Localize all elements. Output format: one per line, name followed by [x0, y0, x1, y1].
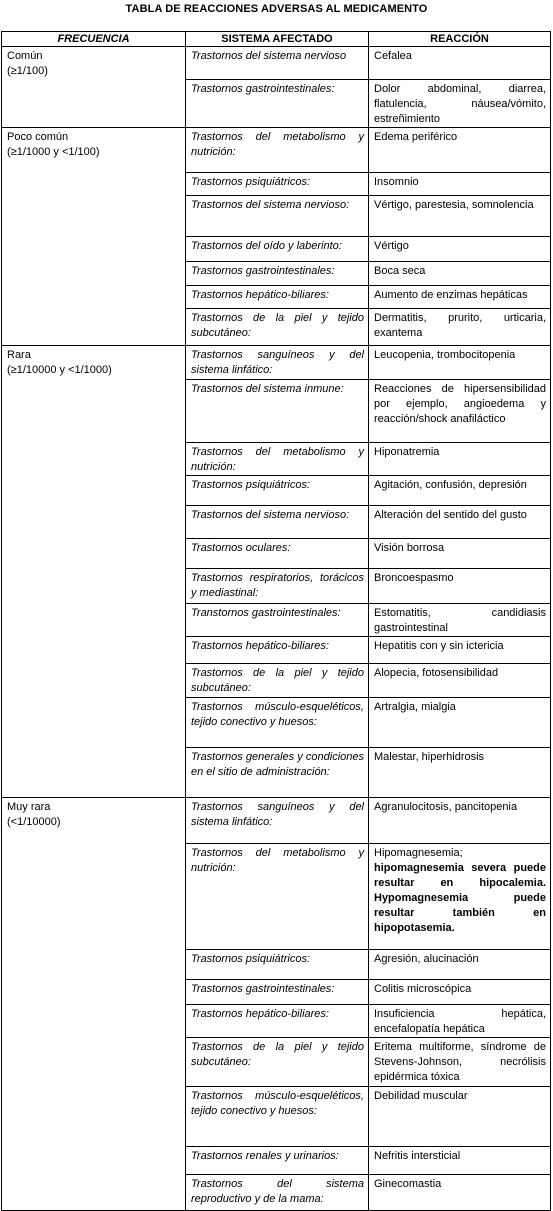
frequency-cell: [2, 236, 186, 261]
system-cell: Trastornos del metabolismo y nutrición:: [186, 127, 369, 172]
table-row: [2, 568, 551, 603]
reaction-cell: Nefritis intersticial: [369, 1146, 551, 1174]
system-cell: Trastornos sanguíneos y del sistema linfático:: [186, 345, 369, 379]
system-cell: Trastornos generales y condiciones en el sitio de administración:: [186, 747, 369, 797]
header-system: SISTEMA AFECTADO: [186, 32, 369, 47]
table-row: [2, 603, 551, 636]
table-row: [2, 797, 551, 843]
table-body: [2, 47, 551, 1211]
system-cell: Trastornos gastrointestinales:: [186, 261, 369, 285]
frequency-cell: [2, 1086, 186, 1146]
reaction-cell: Vértigo: [369, 236, 551, 261]
frequency-cell: Común (≥1/100): [2, 47, 186, 80]
frequency-cell: [2, 285, 186, 308]
system-cell: Trastornos del metabolismo y nutrición:: [186, 843, 369, 949]
frequency-cell: [2, 308, 186, 345]
table-row: [2, 345, 551, 379]
reaction-cell: Hiponatremia: [369, 442, 551, 475]
reaction-cell: Dermatitis, prurito, urticaria, exantema: [369, 308, 551, 345]
frequency-cell: [2, 568, 186, 603]
system-cell: Trastornos psiquiátricos:: [186, 949, 369, 979]
reaction-cell: Estomatitis, candidiasis gastrointestinal: [369, 603, 551, 636]
system-cell: Trastornos gastrointestinales:: [186, 79, 369, 127]
system-cell: Trastornos respiratorios, torácicos y mediastinal:: [186, 568, 369, 603]
reaction-cell: Vértigo, parestesia, somnolencia: [369, 195, 551, 236]
frequency-cell: [2, 603, 186, 636]
system-cell: Trastornos del sistema nervioso: [186, 47, 369, 80]
frequency-cell: Rara (≥1/10000 y <1/1000): [2, 345, 186, 379]
reaction-cell: Insuficiencia hepática, encefalopatía hepática: [369, 1004, 551, 1037]
reaction-cell: Colitis microscópica: [369, 979, 551, 1004]
reaction-cell: Reacciones de hipersensibilidad por ejemplo, angioedema y reacción/shock anafiláctico: [369, 379, 551, 442]
system-cell: Trastornos de la piel y tejido subcutáneo:: [186, 308, 369, 345]
table-row: [2, 127, 551, 172]
frequency-cell: [2, 195, 186, 236]
table-row: [2, 379, 551, 442]
system-cell: Trastornos hepático-biliares:: [186, 636, 369, 663]
reaction-cell: Eritema multiforme, síndrome de Stevens-Johnson, necrólisis epidérmica tóxica: [369, 1037, 551, 1086]
system-cell: Trastornos gastrointestinales:: [186, 979, 369, 1004]
frequency-cell: [2, 1037, 186, 1086]
table-row: [2, 195, 551, 236]
header-reaction: REACCIÓN: [369, 32, 551, 47]
table-row: [2, 843, 551, 949]
system-cell: Trastornos de la piel y tejido subcutáneo:: [186, 1037, 369, 1086]
table-row: [2, 747, 551, 797]
reaction-cell: Agranulocitosis, pancitopenia: [369, 797, 551, 843]
system-cell: Trastornos del sistema reproductivo y de la mama:: [186, 1174, 369, 1210]
table-row: [2, 172, 551, 195]
system-cell: Trastornos músculo-esqueléticos, tejido conectivo y huesos:: [186, 697, 369, 747]
frequency-cell: [2, 505, 186, 538]
reaction-cell: Dolor abdominal, diarrea, flatulencia, náusea/vómito, estreñimiento: [369, 79, 551, 127]
table-row: [2, 979, 551, 1004]
frequency-cell: [2, 949, 186, 979]
reaction-cell: Malestar, hiperhidrosis: [369, 747, 551, 797]
table-header: [2, 32, 551, 47]
table-row: [2, 538, 551, 568]
system-cell: Trastornos músculo-esqueléticos, tejido conectivo y huesos:: [186, 1086, 369, 1146]
table-row: [2, 505, 551, 538]
system-cell: Trastornos psiquiátricos:: [186, 172, 369, 195]
table-row: [2, 1146, 551, 1174]
frequency-cell: [2, 475, 186, 505]
reaction-cell: Ginecomastia: [369, 1174, 551, 1210]
frequency-cell: [2, 261, 186, 285]
frequency-cell: [2, 747, 186, 797]
system-cell: Trastornos del sistema nervioso:: [186, 505, 369, 538]
system-cell: Trastornos hepático-biliares:: [186, 1004, 369, 1037]
frequency-cell: [2, 663, 186, 697]
reaction-cell: Visión borrosa: [369, 538, 551, 568]
header-row: [2, 32, 551, 47]
frequency-cell: [2, 442, 186, 475]
reaction-cell: Hipomagnesemia; hipomagnesemia severa puede resultar en hipocalemia. Hypomagnesemia puede resultar también en hipopotasemia.: [369, 843, 551, 949]
reaction-cell: Debilidad muscular: [369, 1086, 551, 1146]
system-cell: Trastornos del sistema nervioso:: [186, 195, 369, 236]
table-title: TABLA DE REACCIONES ADVERSAS AL MEDICAMENTO: [125, 3, 428, 15]
system-cell: Trastornos oculares:: [186, 538, 369, 568]
frequency-cell: [2, 379, 186, 442]
reaction-cell: Agresión, alucinación: [369, 949, 551, 979]
reaction-cell: Leucopenia, trombocitopenia: [369, 345, 551, 379]
system-cell: Trastornos del sistema inmune:: [186, 379, 369, 442]
system-cell: Trastornos renales y urinarios:: [186, 1146, 369, 1174]
table-row: [2, 285, 551, 308]
system-cell: Trastornos del metabolismo y nutrición:: [186, 442, 369, 475]
table-row: [2, 236, 551, 261]
table-row: [2, 1174, 551, 1210]
system-cell: Transtornos gastrointestinales:: [186, 603, 369, 636]
reaction-cell: Edema periférico: [369, 127, 551, 172]
system-cell: Trastornos del oído y laberinto:: [186, 236, 369, 261]
frequency-cell: [2, 1174, 186, 1210]
frequency-cell: [2, 979, 186, 1004]
table-row: [2, 1004, 551, 1037]
frequency-cell: [2, 843, 186, 949]
system-cell: Trastornos sanguíneos y del sistema linfático:: [186, 797, 369, 843]
table-row: [2, 663, 551, 697]
frequency-cell: [2, 79, 186, 127]
frequency-cell: [2, 172, 186, 195]
system-cell: Trastornos de la piel y tejido subcutáneo:: [186, 663, 369, 697]
table-row: [2, 1086, 551, 1146]
reaction-cell: Alopecia, fotosensibilidad: [369, 663, 551, 697]
table-row: [2, 1037, 551, 1086]
reaction-cell: Insomnio: [369, 172, 551, 195]
frequency-cell: [2, 636, 186, 663]
table-row: [2, 697, 551, 747]
reaction-cell: Alteración del sentido del gusto: [369, 505, 551, 538]
table-row: [2, 79, 551, 127]
table-row: [2, 47, 551, 80]
system-cell: Trastornos hepático-biliares:: [186, 285, 369, 308]
table-row: [2, 308, 551, 345]
header-frequency: FRECUENCIA: [2, 32, 186, 47]
reaction-cell: Cefalea: [369, 47, 551, 80]
reaction-cell: Boca seca: [369, 261, 551, 285]
frequency-cell: [2, 1146, 186, 1174]
reaction-cell: Aumento de enzimas hepáticas: [369, 285, 551, 308]
reaction-cell: Hepatitis con y sin ictericia: [369, 636, 551, 663]
frequency-cell: [2, 697, 186, 747]
table-row: [2, 261, 551, 285]
table-row: [2, 636, 551, 663]
table-row: [2, 475, 551, 505]
reaction-cell: Agitación, confusión, depresión: [369, 475, 551, 505]
reaction-cell: Artralgia, mialgia: [369, 697, 551, 747]
table-row: [2, 949, 551, 979]
table-row: [2, 442, 551, 475]
frequency-cell: Poco común (≥1/1000 y <1/100): [2, 127, 186, 172]
system-cell: Trastornos psiquiátricos:: [186, 475, 369, 505]
frequency-cell: Muy rara (<1/10000): [2, 797, 186, 843]
frequency-cell: [2, 1004, 186, 1037]
reaction-cell: Broncoespasmo: [369, 568, 551, 603]
adverse-reactions-table: [1, 31, 551, 1211]
frequency-cell: [2, 538, 186, 568]
